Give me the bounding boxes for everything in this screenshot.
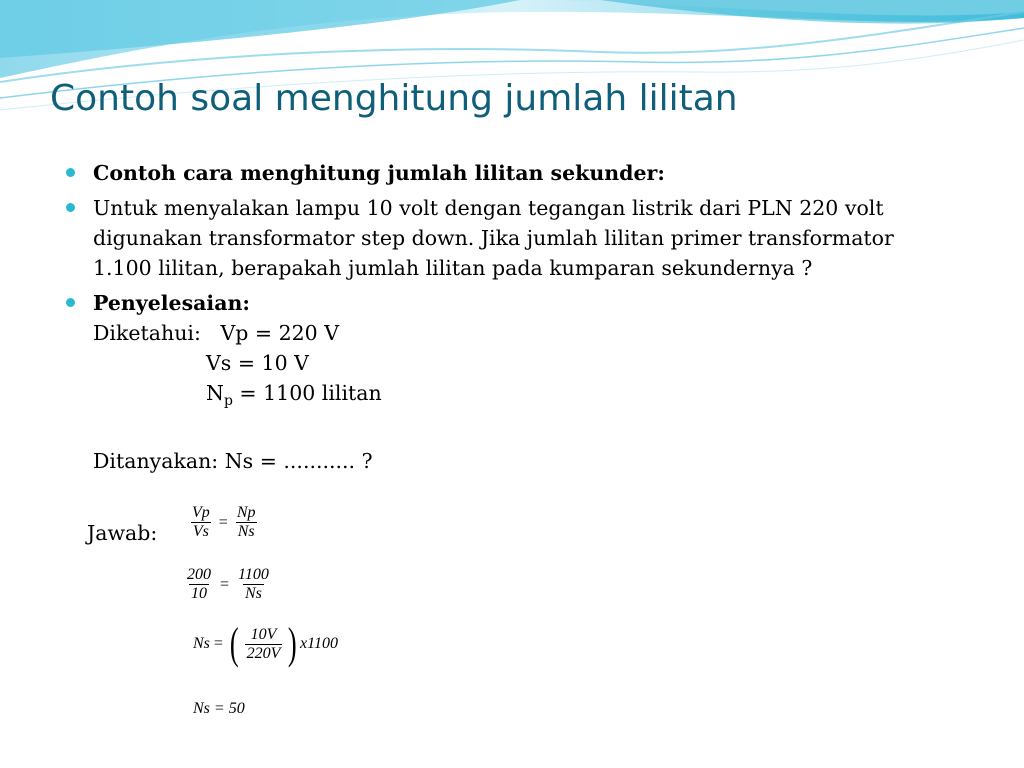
fraction [235, 504, 258, 541]
problem-line-3: 1.100 lilitan, berapakah jumlah lilitan pada kumparan sekundernya ? [93, 256, 813, 280]
known-np [93, 378, 964, 416]
right-paren: ) [288, 619, 298, 668]
np-base: N [206, 381, 224, 405]
bullet-text: Contoh cara menghitung jumlah lilitan sekunder: [93, 161, 665, 185]
left-paren: ( [229, 619, 239, 668]
equals-sign: = [220, 575, 230, 593]
numerator: 1100 [238, 566, 269, 583]
list-item [64, 193, 964, 283]
bullet-dot-icon [66, 168, 75, 177]
asked-line: Ditanyakan: Ns = ........... ? [93, 449, 373, 474]
denominator: Ns [244, 585, 262, 602]
known-line-vp [93, 318, 964, 348]
numerator: 200 [187, 566, 211, 583]
denominator: 10 [191, 585, 207, 602]
list-item [64, 288, 964, 476]
fraction [245, 626, 283, 663]
fraction [185, 566, 213, 603]
fraction [190, 504, 212, 541]
equation-4 [193, 700, 245, 718]
fraction [236, 566, 271, 603]
denominator: 220V [246, 644, 281, 662]
equation-3 [193, 619, 338, 668]
answer-label: Jawab: [87, 521, 158, 545]
numerator: Np [236, 504, 256, 521]
numerator: Vp [192, 504, 210, 521]
solution-heading: Penyelesaian: [93, 291, 250, 315]
problem-line-2: digunakan transformator step down. Jika jumlah lilitan primer transformator [93, 226, 894, 250]
known-label: Diketahui: [93, 321, 201, 345]
bullet-dot-icon [66, 203, 75, 212]
list-item [64, 158, 964, 188]
slide-title: Contoh soal menghitung jumlah lilitan [50, 78, 738, 119]
known-vs: Vs = 10 V [206, 351, 309, 375]
equation-2 [182, 566, 274, 603]
equation-result: Ns = 50 [193, 700, 245, 717]
np-subscript: p [223, 393, 233, 410]
equation-tail: x1100 [300, 635, 338, 652]
equals-sign: = [213, 635, 223, 652]
np-value: = 1100 lilitan [232, 381, 382, 405]
bullet-list [64, 158, 964, 481]
equation-lhs: Ns [193, 635, 210, 652]
numerator: 10V [250, 625, 277, 643]
bullet-dot-icon [66, 298, 75, 307]
denominator: Vs [192, 523, 209, 540]
known-vp: Vp = 220 V [220, 321, 340, 345]
equals-sign: = [218, 513, 228, 531]
problem-line-1: Untuk menyalakan lampu 10 volt dengan tegangan listrik dari PLN 220 volt [93, 196, 884, 220]
equation-1 [187, 504, 260, 541]
denominator: Ns [237, 523, 255, 540]
